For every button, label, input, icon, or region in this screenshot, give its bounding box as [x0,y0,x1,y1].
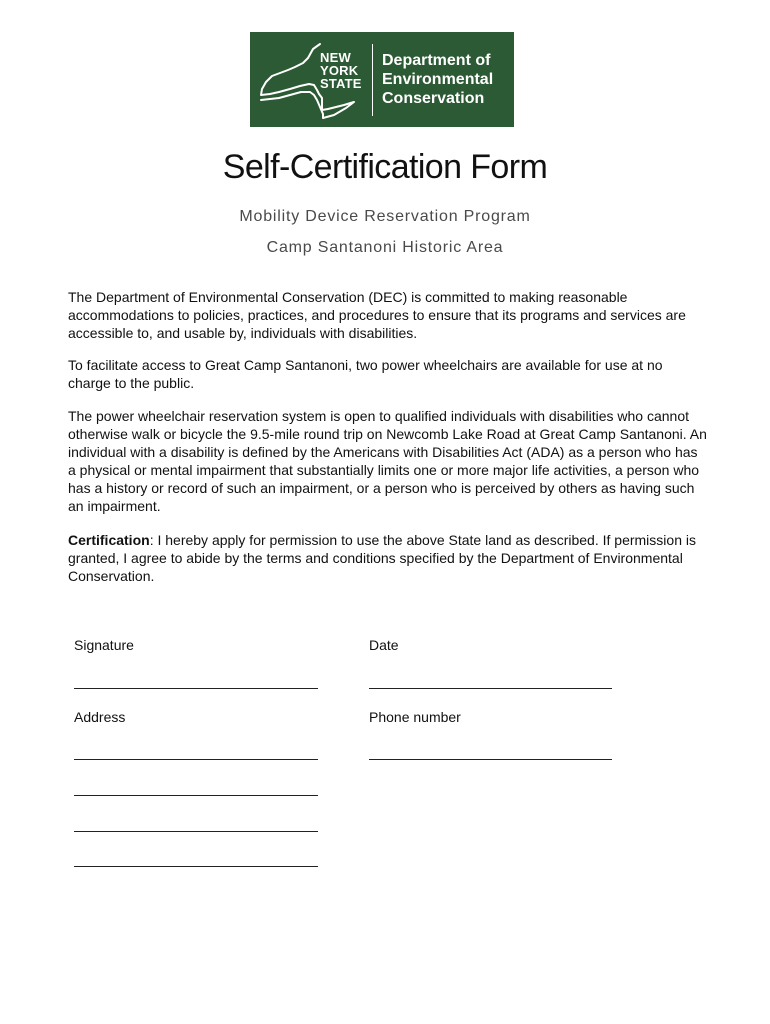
certification-text: : I hereby apply for permission to use the above State land as described. If permission is granted, I agree to abide by the terms and conditions specified by the Department of Environmental Conservation. [68,532,696,584]
address-line-2[interactable] [74,795,318,796]
dec-wordmark [382,51,493,108]
address-label: Address [74,709,126,725]
intro-paragraph: The Department of Environmental Conservation (DEC) is committed to making reasonable accommodations to policies, practices, and procedures to ensure that its programs and services are accessible to, and usable by, individuals with disabilities. [68,289,686,341]
new-york-state-wordmark [320,51,362,90]
phone-number-line[interactable] [369,759,612,760]
dept-line-2: Environmental [382,71,494,88]
area-subtitle: Camp Santanoni Historic Area [266,239,504,256]
certification-paragraph [68,531,708,585]
address-line-4[interactable] [74,866,318,867]
state-line-2: YORK [320,63,359,78]
address-line-3[interactable] [74,831,318,832]
dept-line-3: Conservation [382,90,485,107]
date-label: Date [369,637,399,653]
phone-number-label: Phone number [369,709,461,725]
certification-label: Certification [68,532,150,548]
date-line[interactable] [369,688,612,689]
dept-line-1: Department of [382,52,491,69]
page-title: Self-Certification Form [222,148,548,186]
access-paragraph: To facilitate access to Great Camp Santanoni, two power wheelchairs are available for use at no charge to the public. [68,357,663,391]
logo-divider [372,44,373,116]
eligibility-paragraph: The power wheelchair reservation system is open to qualified individuals with disabilities who cannot otherwise walk or bicycle the 9.5-mile round trip on Newcomb Lake Road at Great Camp Santanoni. An individual with a disability is defined by the Americans with Disabilities Act (ADA) as a person who has a physical or mental impairment that substantially limits one or more major life activities, a person who has a history or record of such an impairment, or a person who is perceived by others as having such an impairment. [68,408,707,514]
signature-line[interactable] [74,688,318,689]
address-line-1[interactable] [74,759,318,760]
program-subtitle: Mobility Device Reservation Program [239,208,531,225]
signature-label: Signature [74,637,134,653]
dec-logo [250,32,514,127]
state-line-1: NEW [320,50,351,65]
state-line-3: STATE [320,76,362,91]
